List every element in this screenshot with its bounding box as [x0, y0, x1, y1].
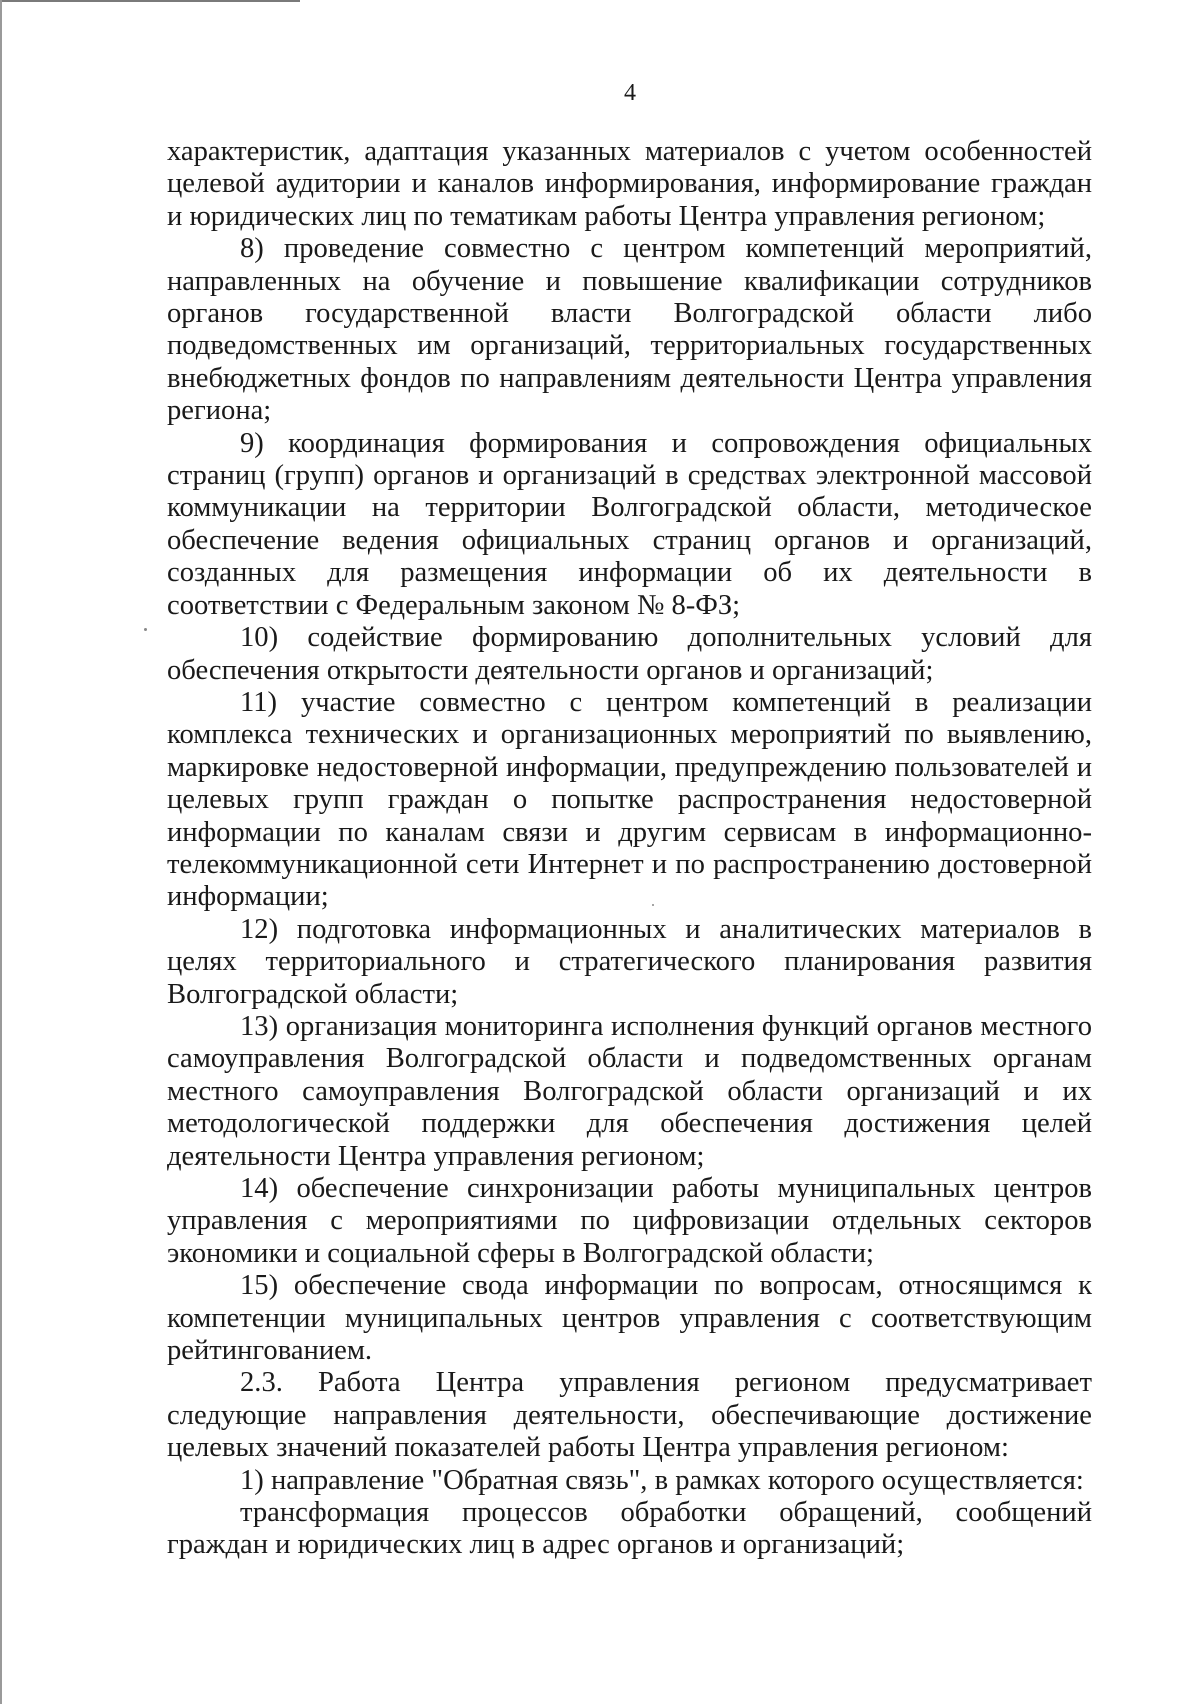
paragraph-continuation: характеристик, адаптация указанных материалов с учетом особенностей целевой аудитории и каналов информирования, информирование граждан и юридических лиц по тематикам работы Центра управления регионом; [167, 136, 1092, 232]
section-2-3: 2.3. Работа Центра управления регионом предусматривает следующие направления деятельности, обеспечивающие достижение целевых значений показателей работы Центра управления регионом: [167, 1367, 1092, 1464]
direction-feedback: 1) направление "Обратная связь", в рамках которого осуществляется: [240, 1464, 1084, 1496]
scan-edge-left [0, 0, 2, 1704]
list-item-10: 10) содействие формированию дополнительных условий для обеспечения открытости деятельности органов и организаций; [167, 622, 1092, 686]
direction-feedback-item: трансформация процессов обработки обращений, сообщений граждан и юридических лиц в адрес органов и организаций; [167, 1497, 1092, 1561]
scan-edge-top [0, 0, 300, 2]
document-body [167, 136, 1092, 1562]
list-item-12: 12) подготовка информационных и аналитических материалов в целях территориального и стратегического планирования развития Волгоградской области; [167, 913, 1092, 1010]
scan-speck [144, 628, 147, 631]
list-item-11: 11) участие совместно с центром компетенций в реализации комплекса технических и организационных мероприятий по выявлению, маркировке недостоверной информации, предупреждению пользователей и целевых групп граждан о попытке распространения недостоверной информации по каналам связи и другим сервисам в информационно-телекоммуникационной сети Интернет и по распространению достоверной информации; [167, 686, 1092, 913]
list-item-15: 15) обеспечение свода информации по вопросам, относящимся к компетенции муниципальных центров управления с соответствующим рейтингованием. [167, 1270, 1092, 1367]
list-item-14: 14) обеспечение синхронизации работы муниципальных центров управления с мероприятиями по цифровизации отдельных секторов экономики и социальной сферы в Волгоградской области; [167, 1173, 1092, 1269]
list-item-13: 13) организация мониторинга исполнения функций органов местного самоуправления Волгоградской области и подведомственных органам местного самоуправления Волгоградской области организаций и их методологической поддержки для обеспечения достижения целей деятельности Центра управления регионом; [167, 1010, 1092, 1172]
scan-speck [652, 904, 654, 906]
list-item-9: 9) координация формирования и сопровождения официальных страниц (групп) органов и организаций в средствах электронной массовой коммуникации на территории Волгоградской области, методическое обеспечение ведения официальных страниц органов и организаций, созданных для размещения информации об их деятельности в соответствии с Федеральным законом № 8-ФЗ; [167, 427, 1092, 621]
page-number: 4 [624, 80, 636, 106]
list-item-8: 8) проведение совместно с центром компетенций мероприятий, направленных на обучение и повышение квалификации сотрудников органов государственной власти Волгоградской области либо подведомственных им организаций, территориальных государственных внебюджетных фондов по направлениям деятельности Центра управления региона; [167, 233, 1092, 427]
